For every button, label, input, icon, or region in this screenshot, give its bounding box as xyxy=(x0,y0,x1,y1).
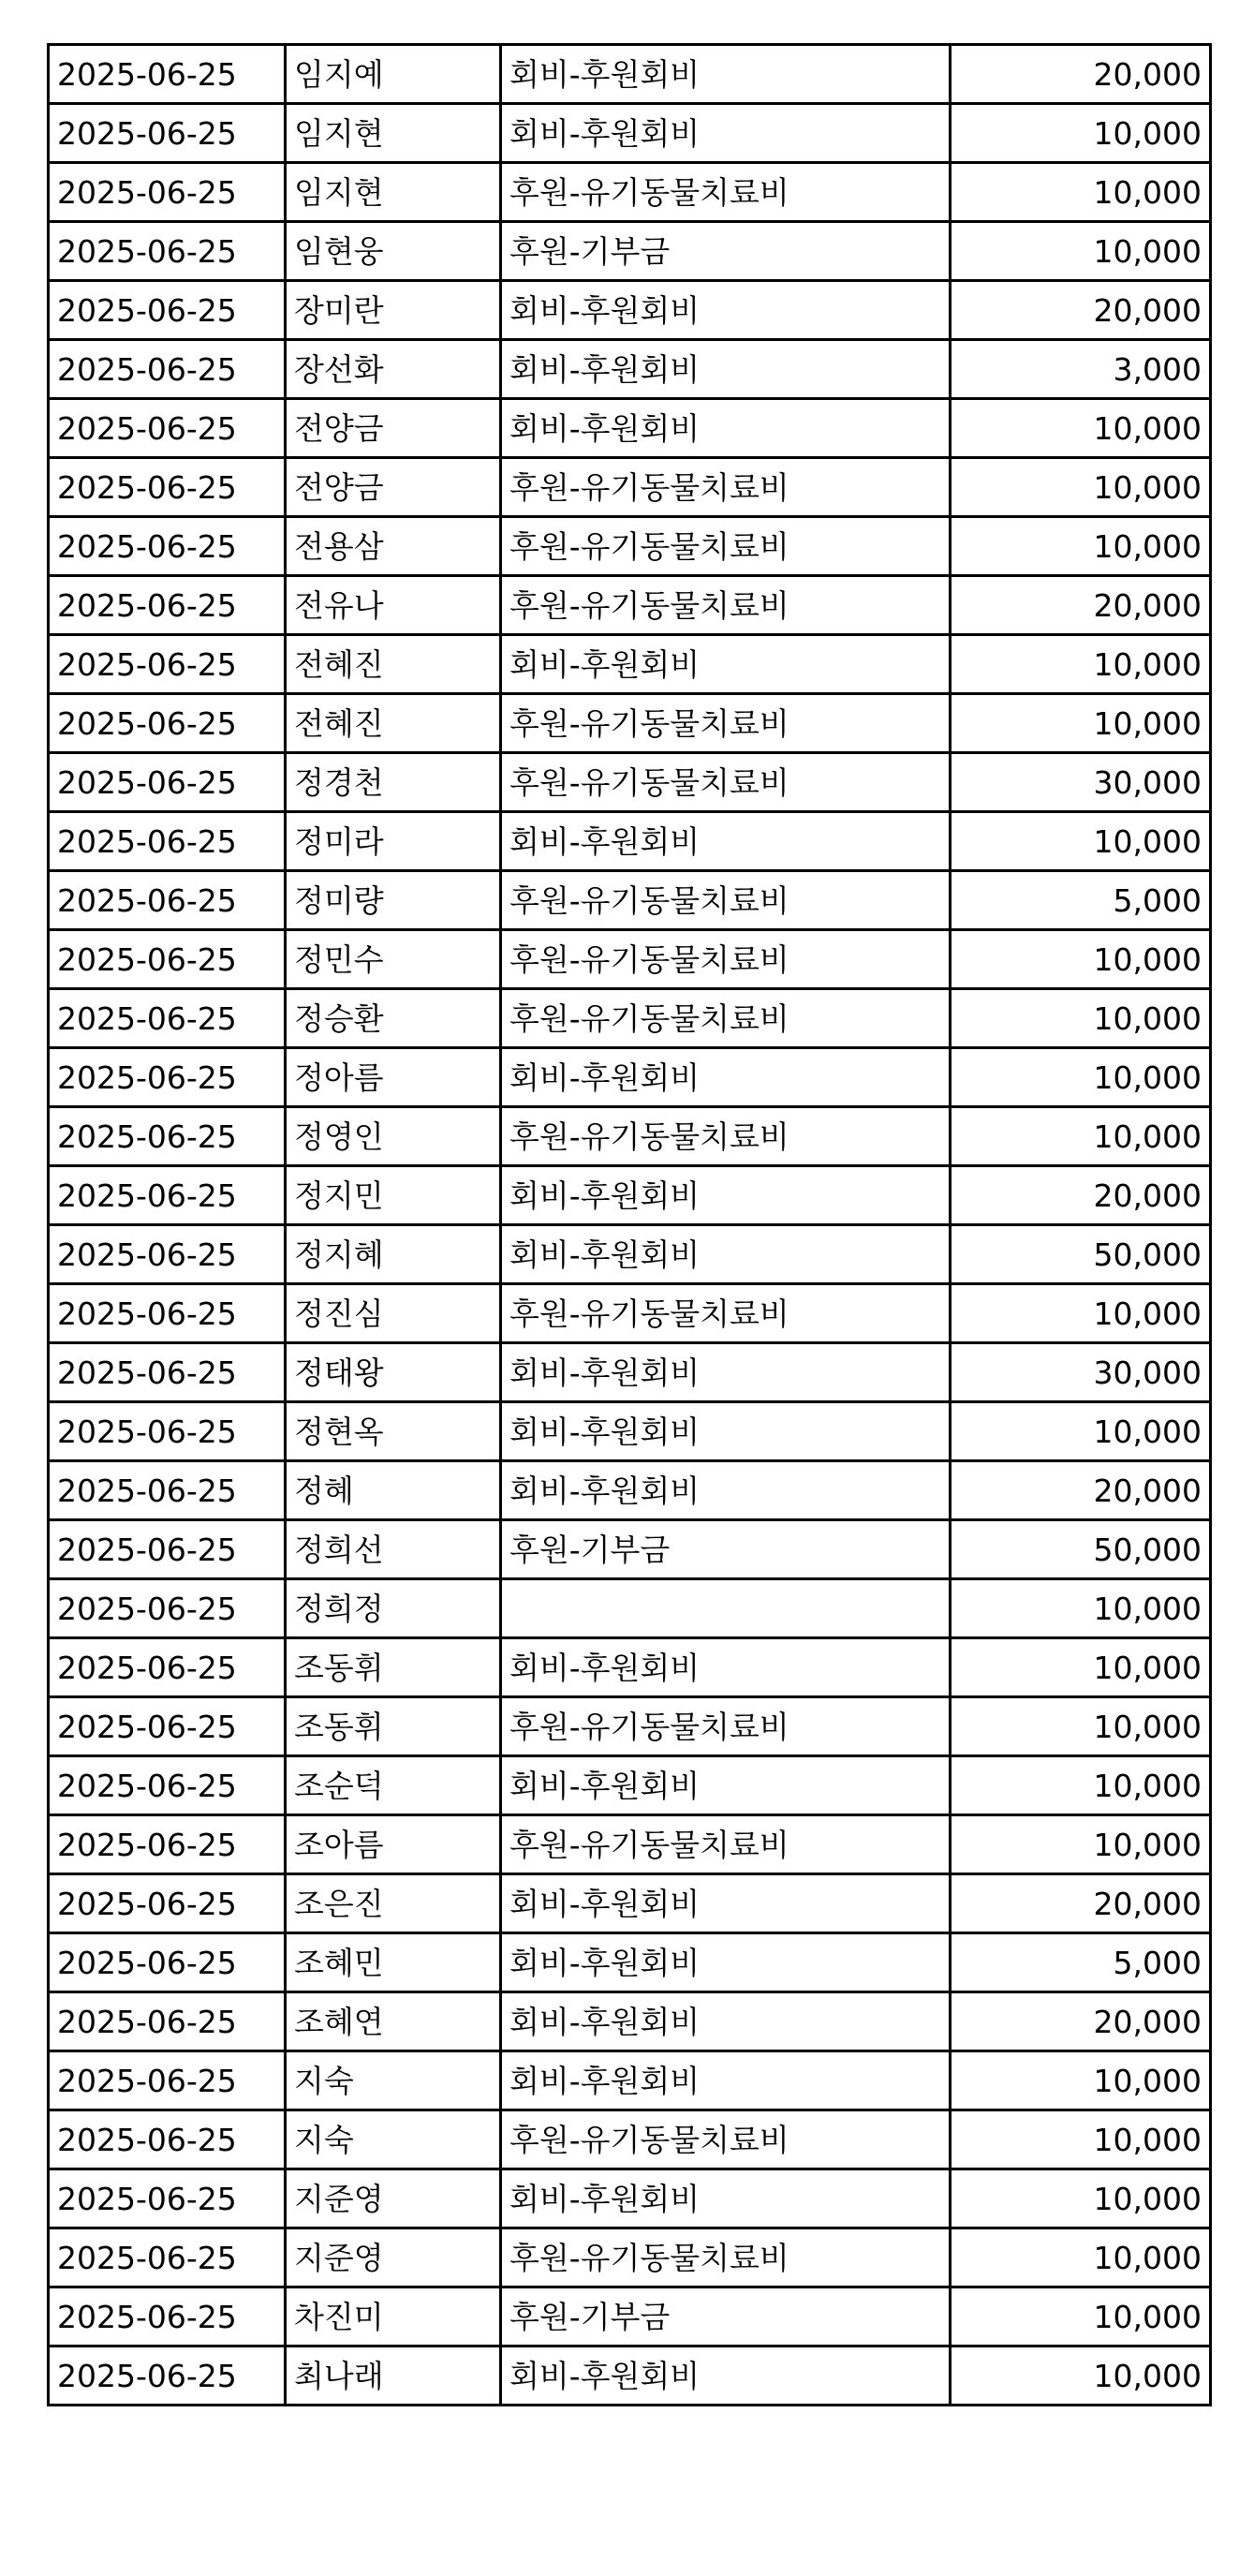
amount-cell: 50,000 xyxy=(951,1225,1211,1284)
table-row xyxy=(49,517,1211,576)
table-row xyxy=(49,871,1211,930)
amount-cell: 10,000 xyxy=(951,2347,1211,2406)
amount-cell: 10,000 xyxy=(951,222,1211,281)
amount-cell: 20,000 xyxy=(951,1166,1211,1225)
donor-name-cell: 조동휘 xyxy=(286,1638,501,1697)
amount-cell: 30,000 xyxy=(951,1343,1211,1402)
amount-cell: 10,000 xyxy=(951,1048,1211,1107)
category-cell: 회비-후원회비 xyxy=(501,2169,951,2228)
category-cell: 후원-유기동물치료비 xyxy=(501,753,951,812)
category-cell: 후원-유기동물치료비 xyxy=(501,163,951,222)
category-cell: 회비-후원회비 xyxy=(501,1933,951,1992)
date-cell: 2025-06-25 xyxy=(49,1402,286,1461)
amount-cell: 10,000 xyxy=(951,1815,1211,1874)
category-cell: 후원-유기동물치료비 xyxy=(501,871,951,930)
category-cell: 회비-후원회비 xyxy=(501,2051,951,2110)
date-cell: 2025-06-25 xyxy=(49,2228,286,2287)
donor-name-cell: 장선화 xyxy=(286,340,501,399)
table-row xyxy=(49,2228,1211,2287)
amount-cell: 10,000 xyxy=(951,812,1211,871)
amount-cell: 5,000 xyxy=(951,871,1211,930)
donor-name-cell: 장미란 xyxy=(286,281,501,340)
category-cell: 회비-후원회비 xyxy=(501,812,951,871)
date-cell: 2025-06-25 xyxy=(49,812,286,871)
category-cell: 회비-후원회비 xyxy=(501,45,951,104)
date-cell: 2025-06-25 xyxy=(49,163,286,222)
date-cell: 2025-06-25 xyxy=(49,1756,286,1815)
date-cell: 2025-06-25 xyxy=(49,281,286,340)
table-row xyxy=(49,1815,1211,1874)
amount-cell: 10,000 xyxy=(951,694,1211,753)
category-cell: 회비-후원회비 xyxy=(501,1756,951,1815)
date-cell: 2025-06-25 xyxy=(49,1107,286,1166)
donor-name-cell: 전혜진 xyxy=(286,635,501,694)
donor-name-cell: 정미량 xyxy=(286,871,501,930)
category-cell: 후원-기부금 xyxy=(501,2287,951,2347)
date-cell: 2025-06-25 xyxy=(49,1048,286,1107)
amount-cell: 10,000 xyxy=(951,1756,1211,1815)
date-cell: 2025-06-25 xyxy=(49,871,286,930)
category-cell: 후원-유기동물치료비 xyxy=(501,576,951,635)
table-row xyxy=(49,1107,1211,1166)
date-cell: 2025-06-25 xyxy=(49,930,286,989)
date-cell: 2025-06-25 xyxy=(49,1933,286,1992)
table-row xyxy=(49,694,1211,753)
donor-name-cell: 전양금 xyxy=(286,458,501,517)
amount-cell: 10,000 xyxy=(951,1579,1211,1638)
date-cell: 2025-06-25 xyxy=(49,1225,286,1284)
category-cell: 후원-유기동물치료비 xyxy=(501,517,951,576)
donor-name-cell: 정지민 xyxy=(286,1166,501,1225)
table-row xyxy=(49,1638,1211,1697)
date-cell: 2025-06-25 xyxy=(49,2169,286,2228)
category-cell: 후원-유기동물치료비 xyxy=(501,1107,951,1166)
donor-name-cell: 임현웅 xyxy=(286,222,501,281)
table-row xyxy=(49,163,1211,222)
donor-name-cell: 정희선 xyxy=(286,1520,501,1579)
table-row xyxy=(49,1756,1211,1815)
table-row xyxy=(49,989,1211,1048)
date-cell: 2025-06-25 xyxy=(49,399,286,458)
date-cell: 2025-06-25 xyxy=(49,1343,286,1402)
table-row xyxy=(49,1520,1211,1579)
donor-name-cell: 지준영 xyxy=(286,2228,501,2287)
ledger-body xyxy=(49,45,1211,2406)
donation-ledger-sheet xyxy=(47,43,1209,2406)
donor-name-cell: 전혜진 xyxy=(286,694,501,753)
amount-cell: 10,000 xyxy=(951,399,1211,458)
table-row xyxy=(49,458,1211,517)
table-row xyxy=(49,1225,1211,1284)
donor-name-cell: 정미라 xyxy=(286,812,501,871)
donor-name-cell: 지숙 xyxy=(286,2110,501,2169)
date-cell: 2025-06-25 xyxy=(49,517,286,576)
donor-name-cell: 정아름 xyxy=(286,1048,501,1107)
category-cell: 후원-유기동물치료비 xyxy=(501,694,951,753)
date-cell: 2025-06-25 xyxy=(49,222,286,281)
table-row xyxy=(49,2347,1211,2406)
date-cell: 2025-06-25 xyxy=(49,1815,286,1874)
table-row xyxy=(49,340,1211,399)
table-row xyxy=(49,45,1211,104)
amount-cell: 10,000 xyxy=(951,1402,1211,1461)
category-cell: 회비-후원회비 xyxy=(501,1343,951,1402)
category-cell: 후원-유기동물치료비 xyxy=(501,2228,951,2287)
table-row xyxy=(49,1933,1211,1992)
category-cell: 회비-후원회비 xyxy=(501,635,951,694)
donor-name-cell: 전양금 xyxy=(286,399,501,458)
amount-cell: 20,000 xyxy=(951,576,1211,635)
donor-name-cell: 조순덕 xyxy=(286,1756,501,1815)
category-cell: 후원-유기동물치료비 xyxy=(501,1284,951,1343)
amount-cell: 10,000 xyxy=(951,930,1211,989)
category-cell: 회비-후원회비 xyxy=(501,2347,951,2406)
table-row xyxy=(49,1343,1211,1402)
date-cell: 2025-06-25 xyxy=(49,1166,286,1225)
donor-name-cell: 정승환 xyxy=(286,989,501,1048)
table-row xyxy=(49,2169,1211,2228)
table-row xyxy=(49,1992,1211,2051)
date-cell: 2025-06-25 xyxy=(49,1520,286,1579)
table-row xyxy=(49,812,1211,871)
donor-name-cell: 전용삼 xyxy=(286,517,501,576)
table-row xyxy=(49,1284,1211,1343)
donor-name-cell: 지준영 xyxy=(286,2169,501,2228)
amount-cell: 10,000 xyxy=(951,1107,1211,1166)
category-cell: 회비-후원회비 xyxy=(501,104,951,163)
donor-name-cell: 정태왕 xyxy=(286,1343,501,1402)
donor-name-cell: 조혜민 xyxy=(286,1933,501,1992)
donor-name-cell: 정현옥 xyxy=(286,1402,501,1461)
date-cell: 2025-06-25 xyxy=(49,1284,286,1343)
amount-cell: 10,000 xyxy=(951,1697,1211,1756)
amount-cell: 20,000 xyxy=(951,281,1211,340)
date-cell: 2025-06-25 xyxy=(49,1579,286,1638)
amount-cell: 50,000 xyxy=(951,1520,1211,1579)
donation-ledger-table xyxy=(47,43,1212,2406)
donor-name-cell: 정혜 xyxy=(286,1461,501,1520)
amount-cell: 10,000 xyxy=(951,1284,1211,1343)
table-row xyxy=(49,753,1211,812)
date-cell: 2025-06-25 xyxy=(49,2110,286,2169)
donor-name-cell: 조동휘 xyxy=(286,1697,501,1756)
donor-name-cell: 조혜연 xyxy=(286,1992,501,2051)
category-cell: 후원-유기동물치료비 xyxy=(501,2110,951,2169)
table-row xyxy=(49,399,1211,458)
date-cell: 2025-06-25 xyxy=(49,2051,286,2110)
category-cell: 후원-유기동물치료비 xyxy=(501,930,951,989)
date-cell: 2025-06-25 xyxy=(49,104,286,163)
donor-name-cell: 임지현 xyxy=(286,163,501,222)
table-row xyxy=(49,2110,1211,2169)
category-cell: 회비-후원회비 xyxy=(501,1638,951,1697)
category-cell: 후원-유기동물치료비 xyxy=(501,1697,951,1756)
amount-cell: 30,000 xyxy=(951,753,1211,812)
category-cell: 회비-후원회비 xyxy=(501,340,951,399)
donor-name-cell: 정희정 xyxy=(286,1579,501,1638)
table-row xyxy=(49,104,1211,163)
date-cell: 2025-06-25 xyxy=(49,458,286,517)
table-row xyxy=(49,1697,1211,1756)
donor-name-cell: 임지예 xyxy=(286,45,501,104)
date-cell: 2025-06-25 xyxy=(49,694,286,753)
donor-name-cell: 정민수 xyxy=(286,930,501,989)
amount-cell: 10,000 xyxy=(951,104,1211,163)
category-cell: 후원-기부금 xyxy=(501,1520,951,1579)
amount-cell: 20,000 xyxy=(951,1992,1211,2051)
category-cell: 회비-후원회비 xyxy=(501,1402,951,1461)
date-cell: 2025-06-25 xyxy=(49,1874,286,1933)
category-cell: 회비-후원회비 xyxy=(501,399,951,458)
date-cell: 2025-06-25 xyxy=(49,340,286,399)
date-cell: 2025-06-25 xyxy=(49,1992,286,2051)
amount-cell: 10,000 xyxy=(951,635,1211,694)
amount-cell: 10,000 xyxy=(951,458,1211,517)
donor-name-cell: 조아름 xyxy=(286,1815,501,1874)
amount-cell: 10,000 xyxy=(951,1638,1211,1697)
category-cell: 회비-후원회비 xyxy=(501,281,951,340)
donor-name-cell: 임지현 xyxy=(286,104,501,163)
date-cell: 2025-06-25 xyxy=(49,635,286,694)
date-cell: 2025-06-25 xyxy=(49,989,286,1048)
date-cell: 2025-06-25 xyxy=(49,1638,286,1697)
date-cell: 2025-06-25 xyxy=(49,1697,286,1756)
table-row xyxy=(49,1461,1211,1520)
category-cell: 회비-후원회비 xyxy=(501,1166,951,1225)
category-cell: 회비-후원회비 xyxy=(501,1992,951,2051)
amount-cell: 10,000 xyxy=(951,2169,1211,2228)
table-row xyxy=(49,2051,1211,2110)
table-row xyxy=(49,1579,1211,1638)
category-cell: 후원-유기동물치료비 xyxy=(501,1815,951,1874)
table-row xyxy=(49,1874,1211,1933)
category-cell: 회비-후원회비 xyxy=(501,1225,951,1284)
table-row xyxy=(49,1048,1211,1107)
donor-name-cell: 차진미 xyxy=(286,2287,501,2347)
date-cell: 2025-06-25 xyxy=(49,753,286,812)
donor-name-cell: 지숙 xyxy=(286,2051,501,2110)
donor-name-cell: 정영인 xyxy=(286,1107,501,1166)
table-row xyxy=(49,1166,1211,1225)
category-cell: 후원-유기동물치료비 xyxy=(501,458,951,517)
date-cell: 2025-06-25 xyxy=(49,45,286,104)
table-row xyxy=(49,576,1211,635)
date-cell: 2025-06-25 xyxy=(49,2347,286,2406)
table-row xyxy=(49,281,1211,340)
category-cell: 회비-후원회비 xyxy=(501,1048,951,1107)
donor-name-cell: 최나래 xyxy=(286,2347,501,2406)
amount-cell: 10,000 xyxy=(951,2051,1211,2110)
donor-name-cell: 정진심 xyxy=(286,1284,501,1343)
date-cell: 2025-06-25 xyxy=(49,2287,286,2347)
amount-cell: 20,000 xyxy=(951,45,1211,104)
amount-cell: 10,000 xyxy=(951,989,1211,1048)
amount-cell: 10,000 xyxy=(951,163,1211,222)
amount-cell: 20,000 xyxy=(951,1461,1211,1520)
table-row xyxy=(49,930,1211,989)
date-cell: 2025-06-25 xyxy=(49,1461,286,1520)
table-row xyxy=(49,222,1211,281)
category-cell: 후원-기부금 xyxy=(501,222,951,281)
amount-cell: 10,000 xyxy=(951,2110,1211,2169)
donor-name-cell: 조은진 xyxy=(286,1874,501,1933)
amount-cell: 20,000 xyxy=(951,1874,1211,1933)
amount-cell: 10,000 xyxy=(951,2228,1211,2287)
amount-cell: 5,000 xyxy=(951,1933,1211,1992)
amount-cell: 3,000 xyxy=(951,340,1211,399)
table-row xyxy=(49,1402,1211,1461)
donor-name-cell: 정경천 xyxy=(286,753,501,812)
category-cell: 회비-후원회비 xyxy=(501,1461,951,1520)
table-row xyxy=(49,635,1211,694)
category-cell: 회비-후원회비 xyxy=(501,1874,951,1933)
amount-cell: 10,000 xyxy=(951,517,1211,576)
donor-name-cell: 전유나 xyxy=(286,576,501,635)
table-row xyxy=(49,2287,1211,2347)
amount-cell: 10,000 xyxy=(951,2287,1211,2347)
donor-name-cell: 정지혜 xyxy=(286,1225,501,1284)
date-cell: 2025-06-25 xyxy=(49,576,286,635)
category-cell xyxy=(501,1579,951,1638)
category-cell: 후원-유기동물치료비 xyxy=(501,989,951,1048)
